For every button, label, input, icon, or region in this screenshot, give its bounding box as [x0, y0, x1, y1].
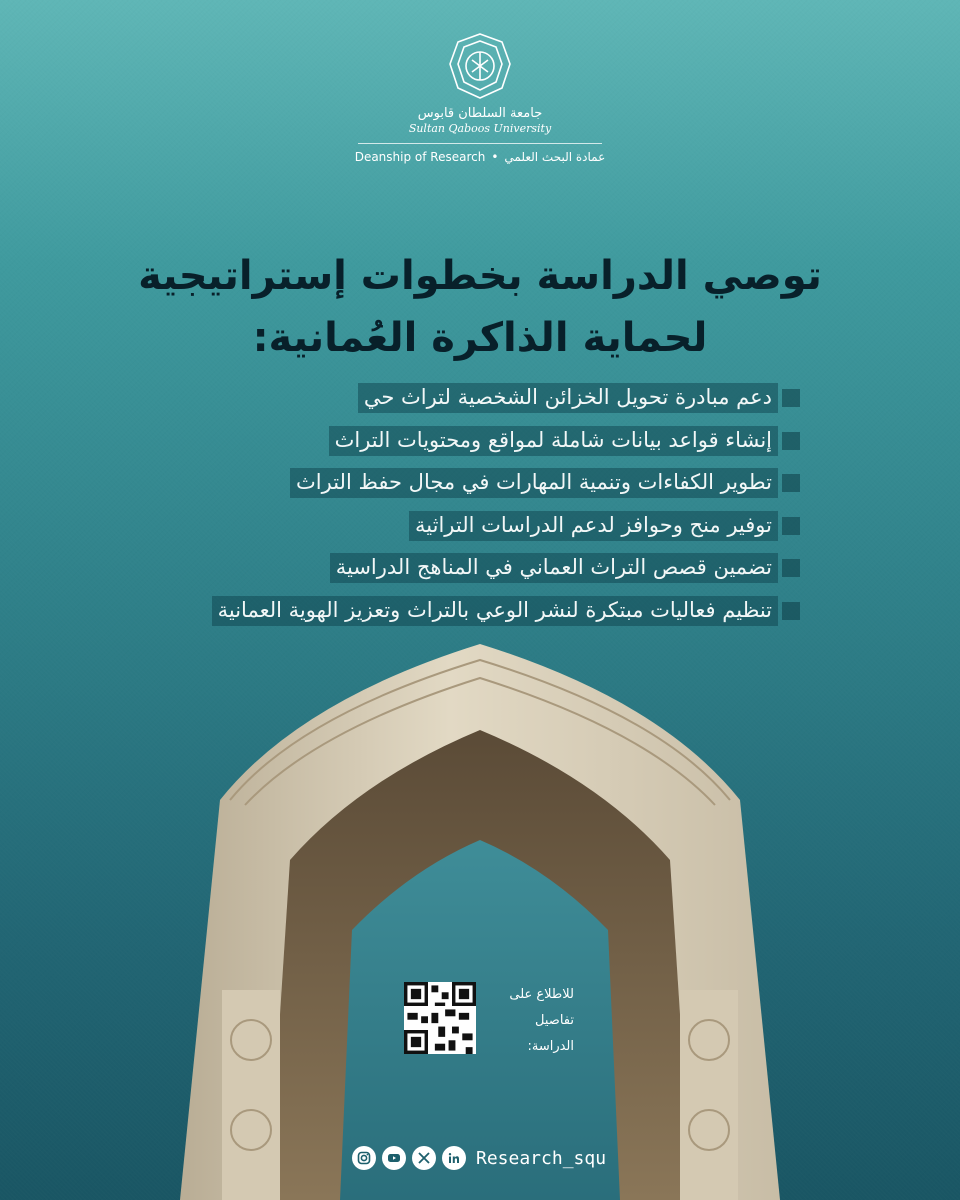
deanship-separator: • — [491, 150, 499, 164]
list-item — [180, 463, 800, 503]
qr-code[interactable] — [404, 982, 476, 1054]
youtube-icon[interactable] — [382, 1146, 406, 1170]
linkedin-icon[interactable] — [442, 1146, 466, 1170]
recommendation-text: تطوير الكفاءات وتنمية المهارات في مجال حفظ التراث — [290, 468, 778, 498]
university-logo — [0, 30, 960, 135]
header-divider — [358, 143, 602, 144]
list-item — [180, 421, 800, 461]
university-name-english: Sultan Qaboos University — [408, 122, 552, 135]
recommendation-text: تضمين قصص التراث العماني في المناهج الدراسية — [330, 553, 778, 583]
recommendation-text: دعم مبادرة تحويل الخزائن الشخصية لتراث حي — [358, 383, 778, 413]
list-item — [180, 506, 800, 546]
list-item — [180, 378, 800, 418]
social-bar — [352, 1143, 606, 1173]
recommendation-text: تنظيم فعاليات مبتكرة لنشر الوعي بالتراث وتعزيز الهوية العمانية — [212, 596, 778, 626]
deanship-arabic: عمادة البحث العلمي — [504, 150, 606, 164]
qr-section — [404, 982, 574, 1062]
list-item — [180, 548, 800, 588]
deanship-english: Deanship of Research — [354, 150, 486, 164]
deanship-line — [0, 150, 960, 164]
qr-caption — [488, 982, 574, 1060]
qr-caption-line-1: للاطلاع على — [509, 987, 574, 1002]
bullet-square — [782, 432, 800, 450]
social-handle[interactable]: Research_squ — [476, 1147, 607, 1169]
x-icon[interactable] — [412, 1146, 436, 1170]
recommendation-text: إنشاء قواعد بيانات شاملة لمواقع ومحتويات التراث — [329, 426, 778, 456]
university-name-arabic: جامعة السلطان قابوس — [417, 106, 543, 121]
qr-caption-line-2: تفاصيل — [535, 1013, 574, 1028]
instagram-icon[interactable] — [352, 1146, 376, 1170]
list-item — [180, 591, 800, 631]
bullet-square — [782, 474, 800, 492]
bullet-square — [782, 602, 800, 620]
recommendations-list — [180, 378, 800, 633]
bullet-square — [782, 559, 800, 577]
recommendation-text: توفير منح وحوافز لدعم الدراسات التراثية — [409, 511, 778, 541]
bullet-square — [782, 389, 800, 407]
stone-arch-illustration — [0, 630, 960, 1200]
bullet-square — [782, 517, 800, 535]
qr-caption-line-3: الدراسة: — [527, 1039, 574, 1054]
university-emblem-icon — [444, 30, 516, 102]
title-line-2: لحماية الذاكرة العُمانية: — [252, 315, 708, 361]
title-line-1: توصي الدراسة بخطوات إستراتيجية — [138, 253, 822, 299]
main-title — [0, 245, 960, 369]
